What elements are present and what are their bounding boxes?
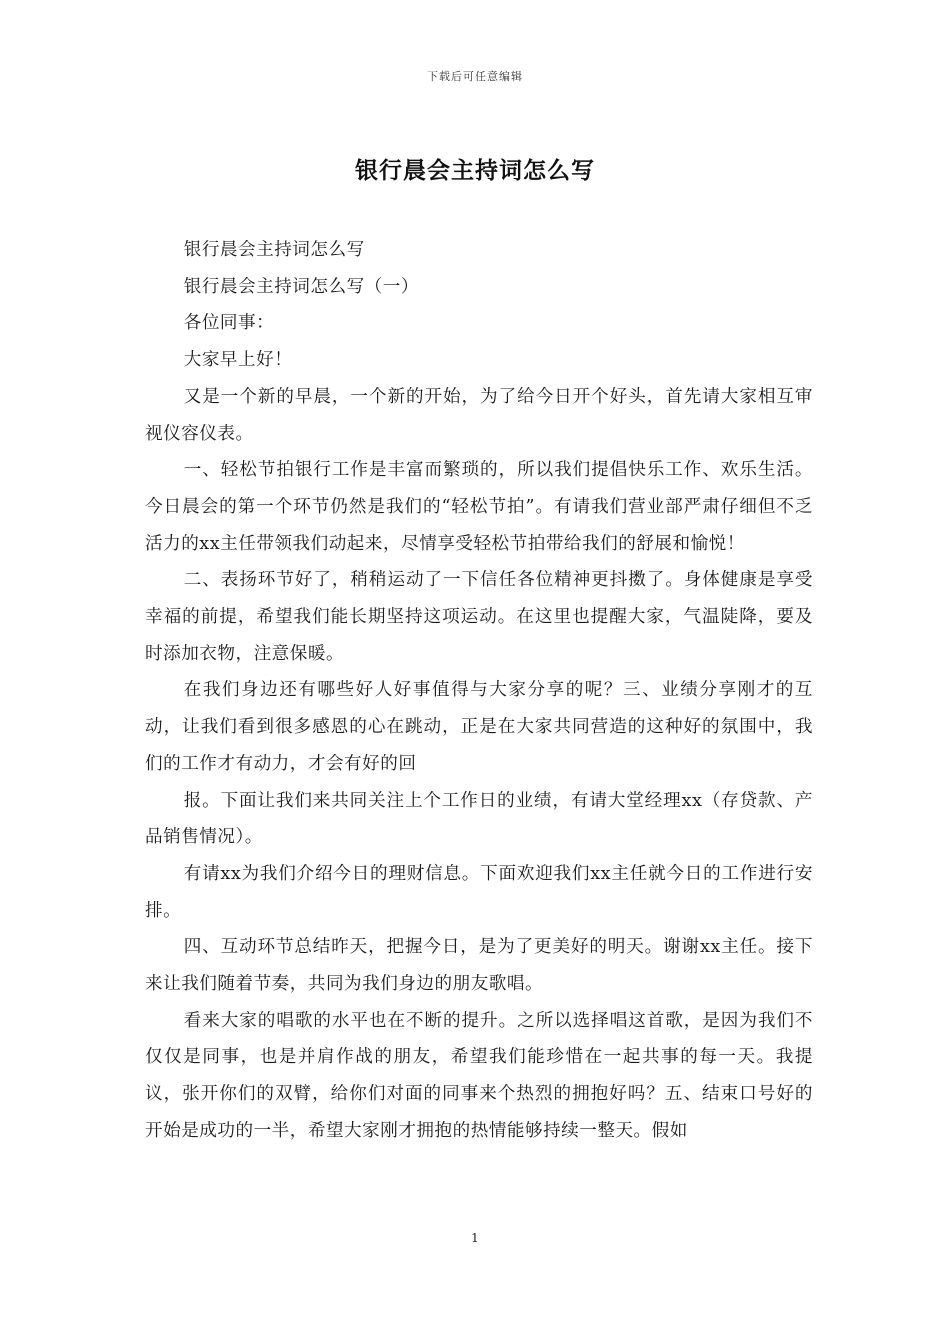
paragraph: 大家早上好！ bbox=[183, 350, 293, 371]
document-title: 银行晨会主持词怎么写 bbox=[355, 157, 595, 184]
paragraph: 在我们身边还有哪些好人好事值得与大家分享的呢？三、业绩分享刚才的互动，让我们看到很多感恩的心在跳动，正是在大家共同营造的这种好的氛围中，我们的工作才有动力，才会有好的回 bbox=[145, 680, 813, 774]
paragraph: 银行晨会主持词怎么写（一） bbox=[183, 276, 419, 297]
paragraph: 银行晨会主持词怎么写 bbox=[183, 240, 365, 260]
paragraph: 四、互动环节总结昨天，把握今日，是为了更美好的明天。谢谢xx主任。接下来让我们随着节奏，共同为我们身边的朋友歌唱。 bbox=[145, 937, 813, 995]
paragraph: 又是一个新的早晨，一个新的开始，为了给今日开个好头，首先请大家相互审视仪容仪表。 bbox=[145, 386, 813, 444]
paragraph: 各位同事： bbox=[183, 313, 275, 334]
header-note: 下载后可任意编辑 bbox=[427, 70, 523, 83]
document-body bbox=[145, 232, 813, 1150]
page-number: 1 bbox=[471, 1231, 479, 1245]
paragraph: 报。下面让我们来共同关注上个工作日的业绩，有请大堂经理xx（存贷款、产品销售情况）。 bbox=[145, 790, 813, 848]
paragraph: 二、表扬环节好了，稍稍运动了一下信任各位精神更抖擞了。身体健康是享受幸福的前提，希望我们能长期坚持这项运动。在这里也提醒大家，气温陡降，要及时添加衣物，注意保暖。 bbox=[145, 570, 813, 664]
paragraph: 看来大家的唱歌的水平也在不断的提升。之所以选择唱这首歌，是因为我们不仅仅是同事，也是并肩作战的朋友，希望我们能珍惜在一起共事的每一天。我提议，张开你们的双臂，给你们对面的同事来个热烈的拥抱好吗？五、结束口号好的开始是成功的一半，希望大家刚才拥抱的热情能够持续一整天。假如 bbox=[145, 1010, 813, 1141]
paragraph: 有请xx为我们介绍今日的理财信息。下面欢迎我们xx主任就今日的工作进行安排。 bbox=[145, 863, 813, 921]
paragraph: 一、轻松节拍银行工作是丰富而繁琐的，所以我们提倡快乐工作、欢乐生活。今日晨会的第一个环节仍然是我们的“轻松节拍”。有请我们营业部严肃仔细但不乏活力的xx主任带领我们动起来，尽情享受轻松节拍带给我们的舒展和愉悦！ bbox=[145, 460, 813, 554]
